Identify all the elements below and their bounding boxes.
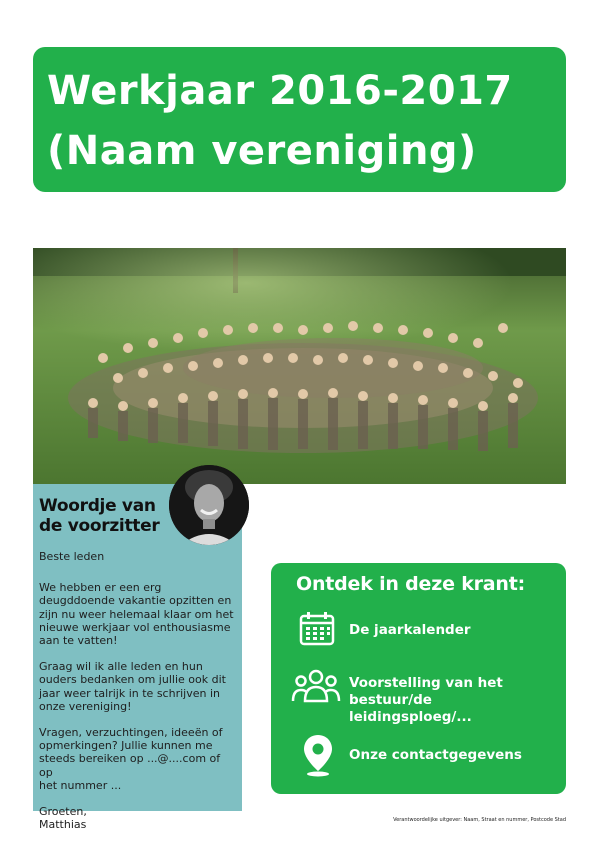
page-title-line-1: Werkjaar 2016-2017 (47, 68, 513, 114)
group-icon (291, 669, 341, 709)
chairman-signoff: Groeten, Matthias (39, 805, 87, 832)
chairman-greeting: Beste leden (39, 550, 105, 563)
calendar-icon (299, 611, 335, 651)
chairman-paragraph-3: Vragen, verzuchtingen, ideeën of opmerkingen? Jullie kunnen me steeds bereiken op ...@....com of op het nummer ... (39, 726, 223, 792)
discover-title: Ontdek in deze krant: (296, 573, 526, 595)
group-photo (33, 248, 566, 484)
discover-item-label: Voorstelling van het bestuur/de leidingsploeg/... (349, 675, 503, 725)
publisher-note: Verantwoordelijke uitgever: Naam, Straat en nummer, Postcode Stad (393, 817, 566, 823)
chairman-heading: Woordje van de voorzitter (39, 496, 160, 536)
chairman-avatar (169, 465, 249, 545)
chairman-paragraph-1: We hebben er een erg deugddoende vakantie opzitten en zijn nu weer helemaal klaar om het nieuwe werkjaar vol enthousiasme aan te vatten! (39, 581, 234, 648)
discover-item-label: Onze contactgegevens (349, 747, 522, 763)
chairman-paragraph-2: Graag wil ik alle leden en hun ouders bedanken om jullie ook dit jaar weer talrijk in te schrijven in onze vereniging! (39, 660, 226, 713)
location-pin-icon (303, 733, 333, 781)
discover-item-label: De jaarkalender (349, 622, 471, 638)
title-banner (33, 47, 566, 192)
page-title-line-2: (Naam vereniging) (47, 128, 477, 174)
discover-panel (271, 563, 566, 794)
